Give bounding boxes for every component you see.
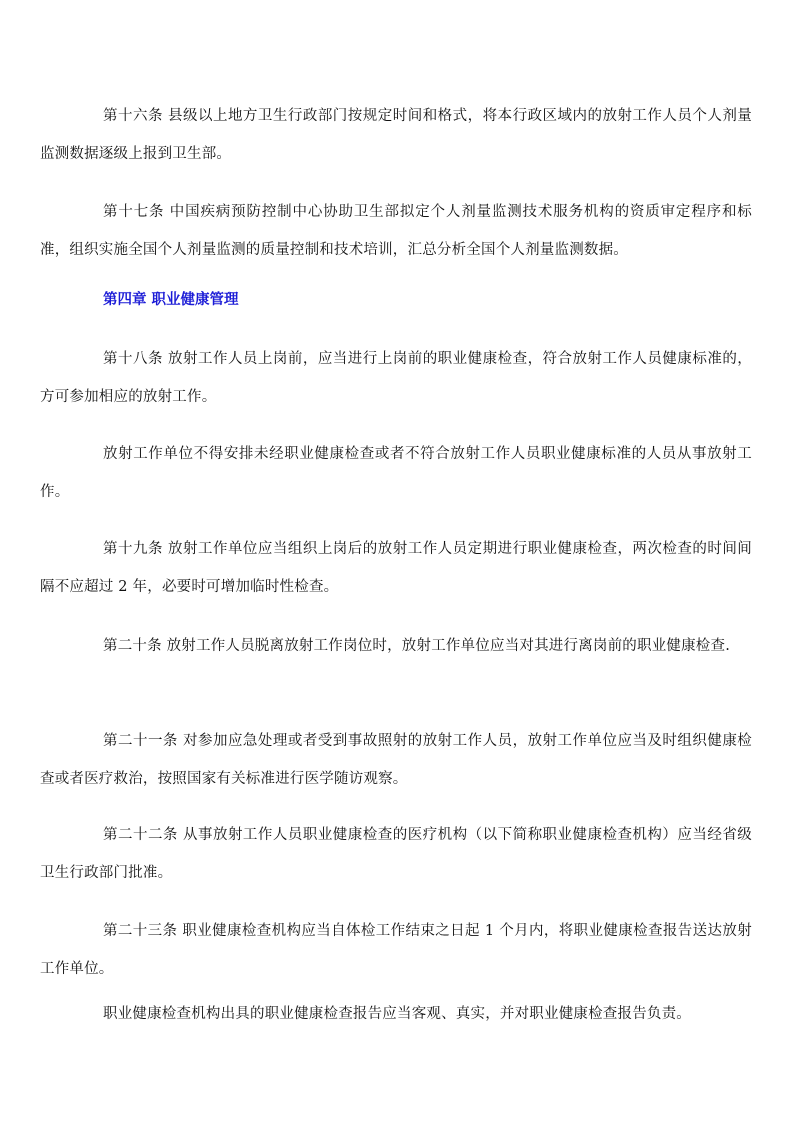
chapter-4-heading: 第四章 职业健康管理	[103, 291, 239, 308]
article-22: 第二十二条 从事放射工作人员职业健康检查的医疗机构（以下简称职业健康检查机构）应当经省级卫生行政部门批准。	[40, 827, 752, 881]
article-23: 第二十三条 职业健康检查机构应当自体检工作结束之日起 1 个月内，将职业健康检查报告送达放射工作单位。	[40, 923, 752, 977]
article-17: 第十七条 中国疾病预防控制中心协助卫生部拟定个人剂量监测技术服务机构的资质审定程序和标准，组织实施全国个人剂量监测的质量控制和技术培训，汇总分析全国个人剂量监测数据。	[40, 204, 752, 258]
article-16: 第十六条 县级以上地方卫生行政部门按规定时间和格式，将本行政区域内的放射工作人员个人剂量监测数据逐级上报到卫生部。	[40, 108, 752, 162]
article-19: 第十九条 放射工作单位应当组织上岗后的放射工作人员定期进行职业健康检查，两次检查的时间间隔不应超过 2 年，必要时可增加临时性检查。	[40, 541, 752, 595]
article-18: 第十八条 放射工作人员上岗前，应当进行上岗前的职业健康检查，符合放射工作人员健康标准的，方可参加相应的放射工作。	[40, 351, 752, 405]
article-18-paragraph-2: 放射工作单位不得安排未经职业健康检查或者不符合放射工作人员职业健康标准的人员从事放射工作。	[40, 446, 752, 500]
article-21: 第二十一条 对参加应急处理或者受到事故照射的放射工作人员，放射工作单位应当及时组织健康检查或者医疗救治，按照国家有关标准进行医学随访观察。	[40, 733, 752, 787]
article-20: 第二十条 放射工作人员脱离放射工作岗位时，放射工作单位应当对其进行离岗前的职业健康检查.	[103, 638, 731, 654]
article-23-paragraph-2: 职业健康检查机构出具的职业健康检查报告应当客观、真实，并对职业健康检查报告负责。	[103, 1006, 691, 1022]
